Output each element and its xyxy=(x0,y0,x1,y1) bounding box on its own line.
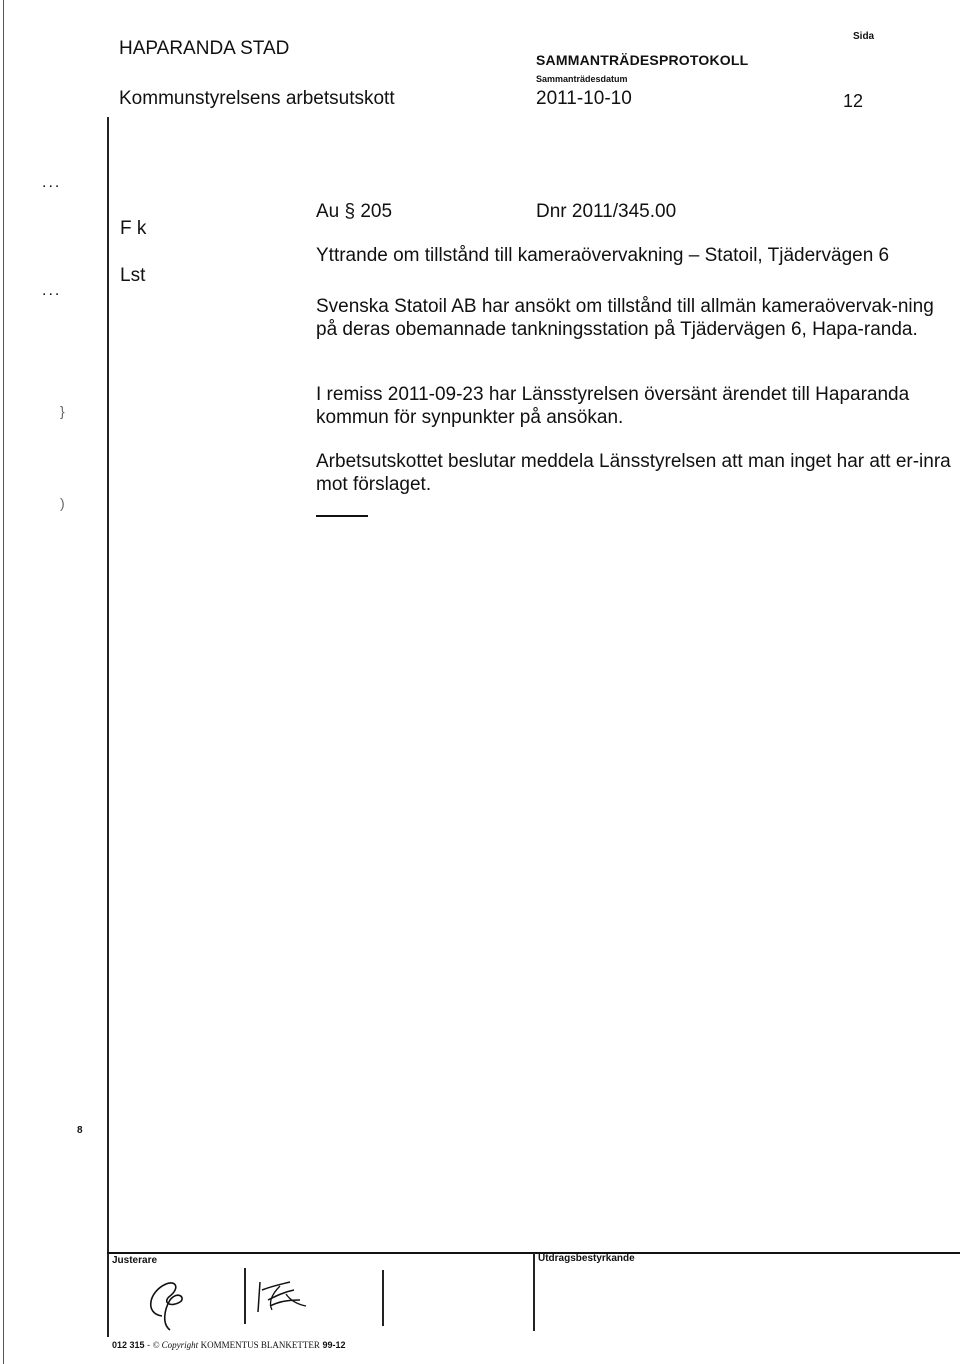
document-title: SAMMANTRÄDESPROTOKOLL xyxy=(536,52,749,68)
paragraph-reference: Au § 205 xyxy=(316,201,393,222)
scan-edge-line xyxy=(3,0,4,1364)
form-footer: 012 315 - © Copyright KOMMENTUS BLANKETTER 99-12 xyxy=(112,1340,346,1350)
extract-label: Utdragsbestyrkande xyxy=(538,1253,635,1264)
committee-name: Kommunstyrelsens arbetsutskott xyxy=(119,88,395,109)
margin-page-mark: 8 xyxy=(77,1125,83,1136)
copyright-text: © Copyright xyxy=(152,1340,199,1350)
case-number: Dnr 2011/345.00 xyxy=(536,201,677,222)
scan-mark: ) xyxy=(60,495,65,511)
meeting-date: 2011-10-10 xyxy=(536,88,632,109)
form-edition: 99-12 xyxy=(322,1340,346,1350)
signers-label: Justerare xyxy=(112,1255,158,1266)
body-paragraph: Arbetsutskottet beslutar meddela Länsstyrelsen att man inget har att er-inra mot förslaget. xyxy=(316,451,951,495)
margin-divider xyxy=(107,117,109,1337)
section-end-rule xyxy=(316,515,368,517)
signature-divider xyxy=(382,1270,384,1326)
body-paragraph: I remiss 2011-09-23 har Länsstyrelsen översänt ärendet till Haparanda kommun för synpunkter på ansökan. xyxy=(316,384,910,428)
form-number: 012 315 xyxy=(112,1340,145,1350)
organization-name: HAPARANDA STAD xyxy=(119,38,290,59)
body-paragraph: Svenska Statoil AB har ansökt om tillstånd till allmän kameraövervak-ning på deras obemannade tankningsstation på Tjädervägen 6, Hapa-randa. xyxy=(316,296,934,340)
meeting-date-label: Sammanträdesdatum xyxy=(536,74,628,84)
publisher-name: KOMMENTUS BLANKETTER xyxy=(200,1340,320,1350)
margin-dots: ... xyxy=(42,174,62,191)
page-label: Sida xyxy=(853,31,875,42)
distribution-note: Lst xyxy=(120,265,146,286)
section-subject: Yttrande om tillstånd till kameraövervakning – Statoil, Tjädervägen 6 xyxy=(316,245,890,266)
extract-divider xyxy=(533,1253,535,1331)
distribution-note: F k xyxy=(120,218,147,239)
margin-dots: ... xyxy=(42,282,62,299)
scan-mark: } xyxy=(60,403,65,419)
handwritten-signatures xyxy=(140,1266,320,1338)
page-number: 12 xyxy=(843,91,864,111)
